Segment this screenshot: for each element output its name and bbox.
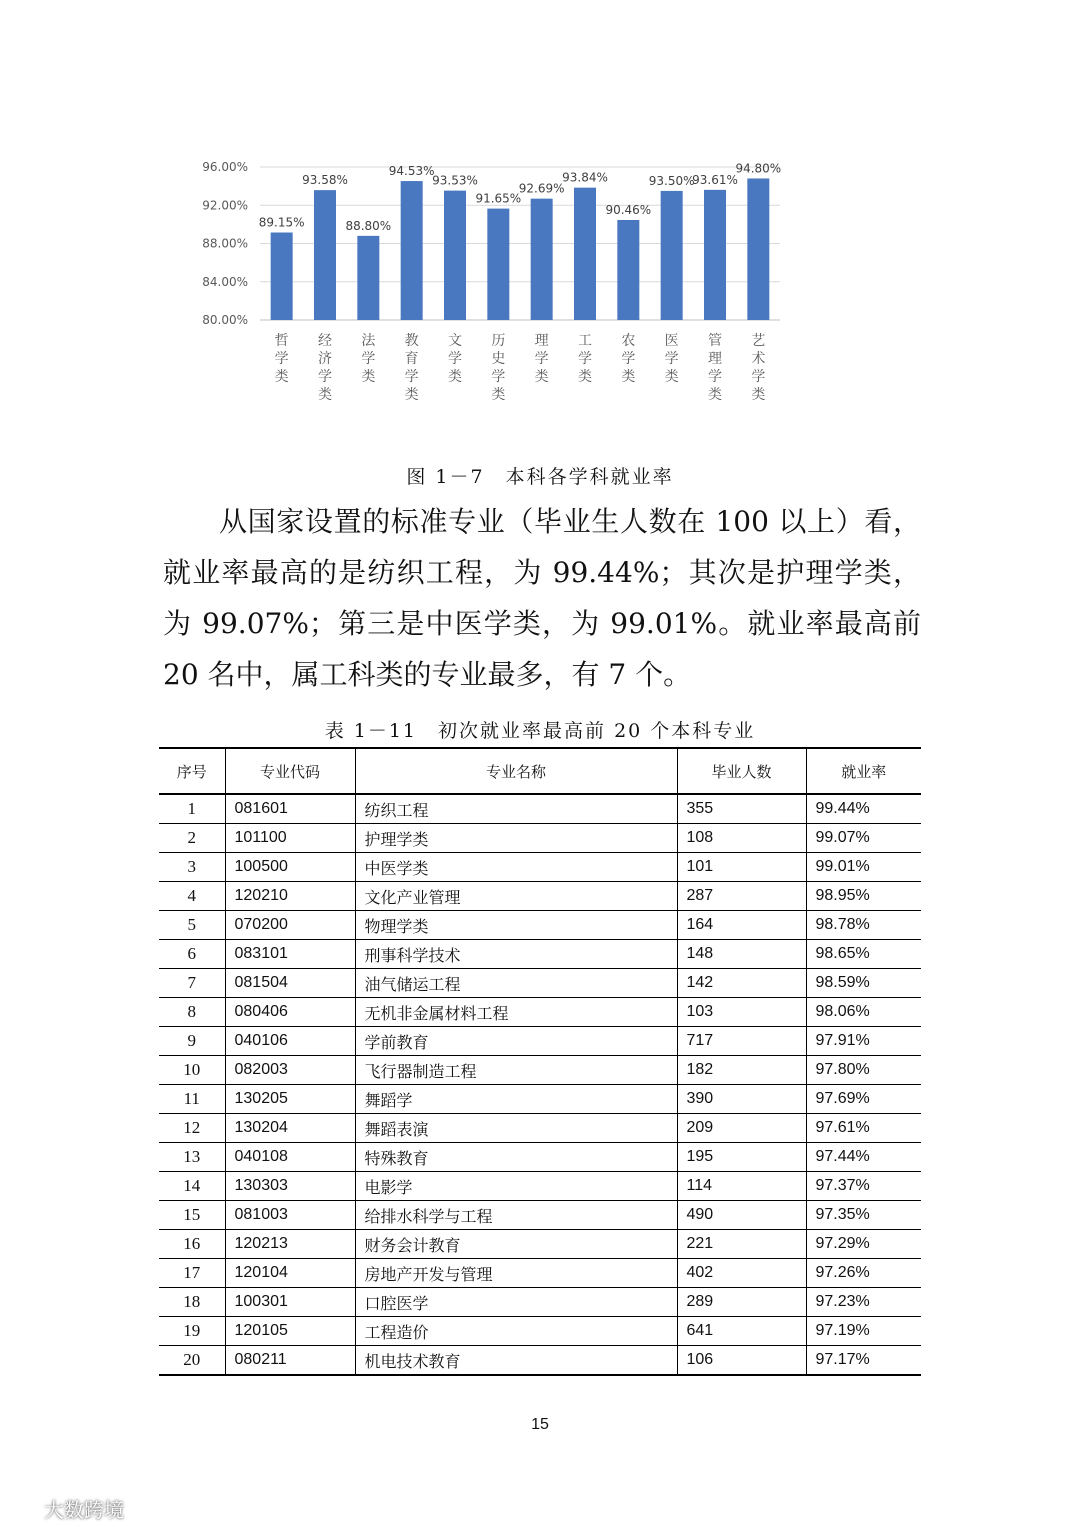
cell-count: 103 [677, 998, 806, 1027]
bar-value-label: 93.53% [432, 173, 478, 188]
cell-code: 082003 [225, 1056, 355, 1085]
x-tick-label: 理学类 [534, 333, 549, 385]
cell-code: 081504 [225, 969, 355, 998]
cell-count: 641 [677, 1317, 806, 1346]
header-name: 专业名称 [355, 748, 677, 794]
cell-count: 182 [677, 1056, 806, 1085]
table-row [159, 1288, 921, 1317]
watermark-text: 大数跨境 [44, 1497, 124, 1522]
cell-rank: 13 [159, 1143, 225, 1172]
table-row [159, 1317, 921, 1346]
table-row [159, 1346, 921, 1376]
cell-rank: 1 [159, 794, 225, 824]
table-caption: 表 1－11 初次就业率最高前 20 个本科专业 [324, 720, 756, 742]
x-tick-label: 历史学类 [491, 333, 506, 403]
cell-rank: 10 [159, 1056, 225, 1085]
table-row [159, 853, 921, 882]
bar [314, 190, 336, 320]
bar-value-label: 89.15% [258, 215, 305, 230]
cell-name: 护理学类 [355, 824, 677, 853]
cell-rate: 97.91% [806, 1027, 921, 1056]
cell-count: 195 [677, 1143, 806, 1172]
cell-rate: 98.59% [806, 969, 921, 998]
cell-rank: 19 [159, 1317, 225, 1346]
bar [357, 236, 379, 320]
cell-name: 无机非金属材料工程 [355, 998, 677, 1027]
table-row [159, 1259, 921, 1288]
x-tick-label: 艺术学类 [751, 333, 766, 403]
chart-y-tick-labels [202, 160, 248, 327]
cell-count: 289 [677, 1288, 806, 1317]
bar [401, 181, 423, 320]
table-row [159, 911, 921, 940]
table-body [159, 794, 921, 1375]
chart-value-labels [259, 161, 781, 232]
table-row [159, 1143, 921, 1172]
header-rate: 就业率 [806, 748, 921, 794]
bar [531, 199, 553, 320]
header-rank: 序号 [159, 748, 225, 794]
bar-value-label: 92.69% [518, 181, 565, 196]
cell-name: 飞行器制造工程 [355, 1056, 677, 1085]
table-row [159, 882, 921, 911]
table-header-row [159, 748, 921, 794]
cell-code: 040106 [225, 1027, 355, 1056]
cell-rank: 9 [159, 1027, 225, 1056]
cell-name: 油气储运工程 [355, 969, 677, 998]
cell-rank: 20 [159, 1346, 225, 1376]
cell-count: 209 [677, 1114, 806, 1143]
cell-rate: 97.80% [806, 1056, 921, 1085]
cell-name: 工程造价 [355, 1317, 677, 1346]
top-majors-table [159, 747, 921, 1376]
cell-rank: 18 [159, 1288, 225, 1317]
x-tick-label: 管理学类 [708, 333, 722, 403]
header-code: 专业代码 [225, 748, 355, 794]
table-row [159, 1027, 921, 1056]
cell-count: 142 [677, 969, 806, 998]
bar [617, 220, 639, 320]
bar [704, 190, 726, 320]
bar-value-label: 94.80% [735, 161, 782, 176]
cell-name: 文化产业管理 [355, 882, 677, 911]
cell-rank: 4 [159, 882, 225, 911]
cell-rate: 97.37% [806, 1172, 921, 1201]
bar [487, 209, 509, 320]
cell-code: 130205 [225, 1085, 355, 1114]
watermark [8, 1493, 124, 1523]
cell-code: 130303 [225, 1172, 355, 1201]
header-count: 毕业人数 [677, 748, 806, 794]
cell-code: 080211 [225, 1346, 355, 1376]
cell-rate: 98.78% [806, 911, 921, 940]
bar-value-label: 93.61% [692, 172, 738, 187]
cell-rank: 14 [159, 1172, 225, 1201]
cell-rate: 97.26% [806, 1259, 921, 1288]
cell-rank: 5 [159, 911, 225, 940]
cell-name: 舞蹈表演 [355, 1114, 677, 1143]
cell-rate: 97.69% [806, 1085, 921, 1114]
cell-rank: 7 [159, 969, 225, 998]
cell-rank: 15 [159, 1201, 225, 1230]
cell-name: 物理学类 [355, 911, 677, 940]
cell-rate: 99.07% [806, 824, 921, 853]
y-tick-label: 88.00% [202, 236, 248, 251]
cell-count: 402 [677, 1259, 806, 1288]
cell-rate: 97.35% [806, 1201, 921, 1230]
cell-rank: 3 [159, 853, 225, 882]
cell-code: 083101 [225, 940, 355, 969]
cell-name: 特殊教育 [355, 1143, 677, 1172]
cell-name: 纺织工程 [355, 794, 677, 824]
cell-rate: 99.44% [806, 794, 921, 824]
cell-count: 114 [677, 1172, 806, 1201]
bar [271, 233, 293, 320]
bar [747, 178, 769, 320]
cell-code: 130204 [225, 1114, 355, 1143]
cell-count: 108 [677, 824, 806, 853]
cell-rate: 97.29% [806, 1230, 921, 1259]
x-tick-label: 医学类 [664, 333, 679, 385]
body-paragraph [163, 496, 921, 700]
cell-rank: 16 [159, 1230, 225, 1259]
cell-rate: 97.44% [806, 1143, 921, 1172]
x-tick-label: 工学类 [578, 333, 592, 385]
cell-name: 电影学 [355, 1172, 677, 1201]
table-row [159, 998, 921, 1027]
bar [661, 191, 683, 320]
cell-name: 口腔医学 [355, 1288, 677, 1317]
bar-chart [190, 150, 810, 420]
table-row [159, 1056, 921, 1085]
cell-count: 101 [677, 853, 806, 882]
cell-rate: 97.19% [806, 1317, 921, 1346]
cell-count: 106 [677, 1346, 806, 1376]
cell-count: 717 [677, 1027, 806, 1056]
cell-rank: 17 [159, 1259, 225, 1288]
y-tick-label: 84.00% [202, 274, 248, 289]
table-row [159, 824, 921, 853]
cell-code: 040108 [225, 1143, 355, 1172]
cell-code: 070200 [225, 911, 355, 940]
table-row [159, 1201, 921, 1230]
table-row [159, 1114, 921, 1143]
cell-count: 390 [677, 1085, 806, 1114]
bar-value-label: 88.80% [345, 218, 392, 233]
bar-value-label: 91.65% [475, 191, 522, 206]
bar [444, 191, 466, 320]
y-tick-label: 92.00% [202, 198, 248, 213]
cell-count: 221 [677, 1230, 806, 1259]
cell-count: 164 [677, 911, 806, 940]
cell-code: 081003 [225, 1201, 355, 1230]
cell-rate: 98.95% [806, 882, 921, 911]
bar-value-label: 90.46% [605, 202, 652, 217]
page-number: 15 [531, 1416, 549, 1433]
cell-name: 学前教育 [355, 1027, 677, 1056]
cell-name: 中医学类 [355, 853, 677, 882]
cell-rank: 8 [159, 998, 225, 1027]
cell-code: 081601 [225, 794, 355, 824]
bar-value-label: 94.53% [388, 164, 435, 179]
bar [574, 188, 596, 320]
cell-name: 房地产开发与管理 [355, 1259, 677, 1288]
bar-value-label: 93.50% [648, 173, 695, 188]
bar-value-label: 93.84% [562, 170, 608, 185]
cell-code: 100500 [225, 853, 355, 882]
cell-rate: 98.06% [806, 998, 921, 1027]
cell-name: 机电技术教育 [355, 1346, 677, 1376]
cell-name: 舞蹈学 [355, 1085, 677, 1114]
chart-caption: 图 1－7 本科各学科就业率 [406, 466, 674, 488]
x-tick-label: 经济学类 [318, 333, 332, 403]
cell-count: 287 [677, 882, 806, 911]
bar-value-label: 93.58% [302, 173, 348, 188]
cell-code: 120104 [225, 1259, 355, 1288]
cell-rank: 6 [159, 940, 225, 969]
paragraph-text: 从国家设置的标准专业（毕业生人数在 100 以上）看，就业率最高的是纺织工程，为 99.44%；其次是护理学类，为 99.07%；第三是中医学类，为 99.01%。就业率最高前 20 名中，属工科类的专业最多，有 7 个。 [163, 505, 921, 691]
cell-code: 120105 [225, 1317, 355, 1346]
cell-rate: 98.65% [806, 940, 921, 969]
cell-rate: 99.01% [806, 853, 921, 882]
cell-name: 给排水科学与工程 [355, 1201, 677, 1230]
cell-code: 101100 [225, 824, 355, 853]
table-row [159, 940, 921, 969]
x-tick-label: 法学类 [361, 333, 376, 385]
cell-code: 120213 [225, 1230, 355, 1259]
cell-count: 355 [677, 794, 806, 824]
cell-name: 刑事科学技术 [355, 940, 677, 969]
cell-count: 148 [677, 940, 806, 969]
table-row [159, 1230, 921, 1259]
table-row [159, 1085, 921, 1114]
table-row [159, 1172, 921, 1201]
cell-code: 080406 [225, 998, 355, 1027]
cell-code: 100301 [225, 1288, 355, 1317]
cell-rank: 2 [159, 824, 225, 853]
cell-count: 490 [677, 1201, 806, 1230]
table-row [159, 969, 921, 998]
cell-code: 120210 [225, 882, 355, 911]
cell-rate: 97.17% [806, 1346, 921, 1376]
chart-x-tick-labels [275, 332, 766, 403]
y-tick-label: 96.00% [202, 160, 248, 174]
table-row [159, 794, 921, 824]
weibo-logo-icon [8, 1496, 38, 1520]
y-tick-label: 80.00% [202, 313, 248, 327]
cell-rank: 11 [159, 1085, 225, 1114]
x-tick-label: 文学类 [448, 333, 462, 385]
x-tick-label: 农学类 [621, 333, 636, 385]
x-tick-label: 哲学类 [274, 333, 289, 385]
cell-rank: 12 [159, 1114, 225, 1143]
cell-rate: 97.23% [806, 1288, 921, 1317]
cell-name: 财务会计教育 [355, 1230, 677, 1259]
cell-rate: 97.61% [806, 1114, 921, 1143]
x-tick-label: 教育学类 [404, 333, 419, 403]
